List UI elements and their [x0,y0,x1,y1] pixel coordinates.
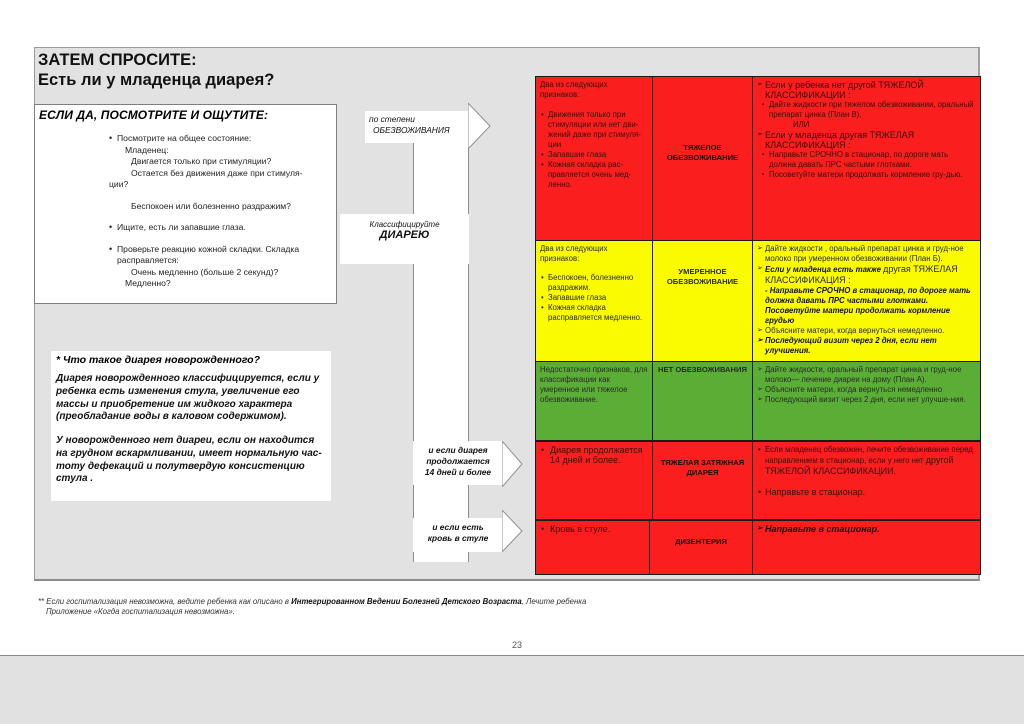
definition-paragraph-2: У новорожденного нет диареи, если он находится на грудном вскармливании, имеет нормальную час-тоту дефекаций и полутвердую консистенцию стула . [56,435,322,485]
table-row-no-dehydration [535,361,981,441]
dehydration-arrow: по степени ОБЕЗВОЖИВАНИЯ [365,111,469,143]
title-line-1: ЗАТЕМ СПРОСИТЕ: [38,51,197,69]
assessment-heading: ЕСЛИ ДА, ПОСМОТРИТЕ И ОЩУТИТЕ: [39,108,269,122]
signs-cell: Два из следующих признаков: • Движения только при стимуляции или нет дви-жений даже при стимуля-ции • Запавшие глаза • Кожная складка рас-правляется очень мед-ленно. [536,77,653,240]
assessment-item-eyes: • Ищите, есть ли запавшие глаза. [109,222,337,234]
signs-cell: Два из следующих признаков: • Беспокоен, болезненно раздражим. • Запавшие глаза • Кожная складка расправляется медленно. [536,241,653,361]
classification-cell: ТЯЖЕЛАЯ ЗАТЯЖНАЯ ДИАРЕЯ [653,442,753,519]
page-bottom-gutter [0,655,1024,724]
treatment-cell: ➢ Дайте жидкости , оральный препарат цинка и груд-ное молоко при умеренном обезвоживании (План Б). ➢ Если у младенца есть также другая ТЯЖЕЛАЯ КЛАССИФИКАЦИЯ : - Направьте СРОЧНО в стационар, по дороге мать должна давать ПРС частыми глотками. Посоветуйте матери продолжать кормление грудью ➢ Объясните матери, когда вернуться немедленно. ➢ Последующий визит через 2 дня, если нет улучшения. [753,241,980,361]
treatment-cell: ➢ Направьте в стационар. [753,521,980,574]
classification-cell: НЕТ ОБЕЗВОЖИВАНИЯ [653,362,753,440]
arrow-right-icon [502,441,524,487]
persistent-diarrhoea-arrow: и если диарея продолжается 14 дней и более [413,441,503,485]
title-line-2: Есть ли у младенца диарея? [38,71,275,89]
flow-lane [413,112,469,562]
arrow-right-icon [502,510,524,552]
table-row-dysentery [535,519,981,575]
treatment-cell: ➢ Дайте жидкости, оральный препарат цинка и груд-ное молоко— лечение диареи на дому (План А). ➢ Объясните матери, когда вернуться немедленно ➢ Последующий визит через 2 дня, если нет улучше-ния. [753,362,980,440]
table-row-severe-dehydration [535,76,981,241]
page-number: 23 [512,640,523,650]
table-row-severe-persistent-diarrhoea [535,440,981,520]
signs-cell: • Диарея продолжается 14 дней и более. [536,442,653,519]
flow-lane-left-border [413,142,414,562]
definition-question: * Что такое диарея новорожденного? [56,354,261,366]
footnote: ** Если госпитализация невозможна, ведите ребенка как описано в Интегрированном Ведении Болезней Детского Возраста, Лечите ребенка Приложение «Когда госпитализация невозможна». [38,597,587,616]
treatment-cell: ➢ Если у ребенка нет другой ТЯЖЕЛОЙ КЛАССИФИКАЦИИ : ▪ Дайте жидкости при тяжелом обезвоживании, оральный препарат цинка (План В). ИЛИ ➢ Если у младенца другая ТЯЖЕЛАЯ КЛАССИФИКАЦИЯ : ▪ Направьте СРОЧНО в стационар, по дороге мать должна давать ПРС частыми глотками. ▪ Посоветуйте матери продолжать кормление гру-дью. [753,77,980,240]
classification-cell: ДИЗЕНТЕРИЯ [650,521,753,574]
assessment-item-skin-pinch: • Проверьте реакцию кожной складки. Складка расправляется: Очень медленно (больше 2 секунд)? Медленно? [109,244,337,290]
blood-in-stool-arrow: и если есть кровь в стуле [413,518,503,552]
signs-cell: • Кровь в стуле. [536,521,650,574]
table-row-moderate-dehydration [535,240,981,362]
classify-diarrhoea-label: Классифицируйте ДИАРЕЮ [340,214,469,264]
assessment-box [34,104,337,304]
classification-cell: УМЕРЕННОЕ ОБЕЗВОЖИВАНИЕ [653,241,753,361]
classification-cell: ТЯЖЕЛОЕ ОБЕЗВОЖИВАНИЕ [653,77,753,240]
page-title [38,50,274,90]
signs-cell: Недостаточно признаков, для классификации как умеренное или тяжелое обезвоживание. [536,362,653,440]
assessment-list [109,133,337,300]
assessment-item-general: • Посмотрите на общее состояние: Младенец: Двигается только при стимуляции? Остается без движения даже при стимуля- ции? Беспокоен или болезненно раздражим? [109,133,337,212]
arrow-right-icon [468,103,492,149]
definition-paragraph-1: Диарея новорожденного классифицируется, если у ребенка есть изменения стула, увеличение его массы и приобретение им жидкого характера (преобладание воды в каловом содержимом). [56,373,320,423]
definition-box [51,351,331,501]
treatment-cell: • Если младенец обезвожен, лечите обезвоживание перед направлением в стационар, если у него нет другой ТЯЖЕЛОЙ КЛАССИФИКАЦИИ. • Направьте в стационар. [753,442,980,519]
flow-lane-right-border [468,142,469,562]
